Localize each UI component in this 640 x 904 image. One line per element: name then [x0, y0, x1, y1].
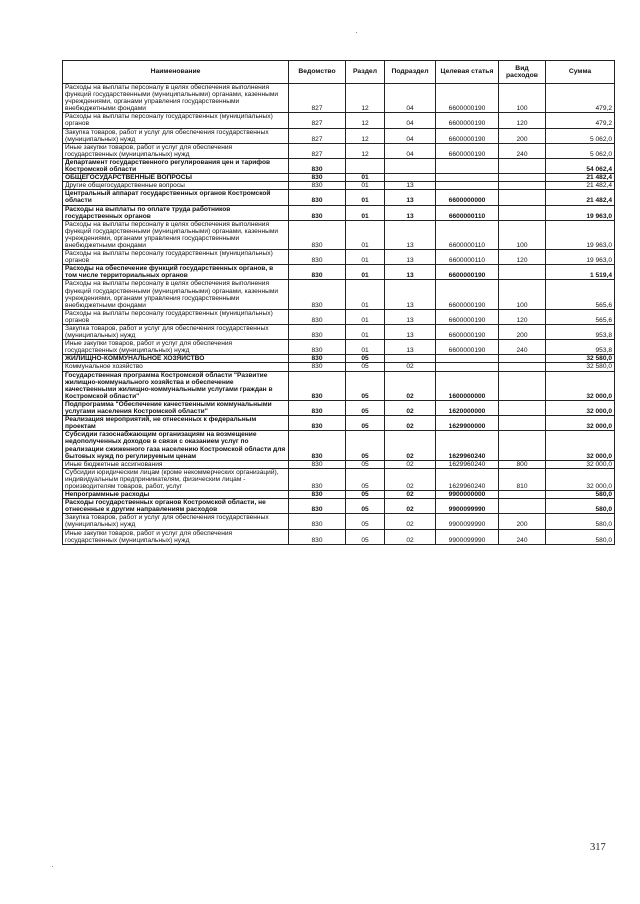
cell-razdel: 05	[346, 355, 385, 363]
cell-vid-rashodov: 810	[499, 468, 546, 490]
cell-summa: 32 000,0	[546, 416, 615, 431]
table-row	[63, 190, 615, 205]
table-row	[63, 340, 615, 355]
table-row	[63, 529, 615, 544]
cell-vedomstvo: 830	[289, 468, 346, 490]
cell-summa: 32 580,0	[546, 363, 615, 371]
cell-podrazdel: 02	[385, 363, 436, 371]
cell-name: Подпрограмма "Обеспечение качественными коммунальными услугами населения Костромской области"	[63, 400, 289, 415]
cell-name: Расходы на обеспечение функций государственных органов, в том числе территориальных органов	[63, 265, 289, 280]
cell-podrazdel: 13	[385, 205, 436, 220]
cell-vid-rashodov: 100	[499, 280, 546, 309]
table-row	[63, 371, 615, 400]
header-vedomstvo: Ведомство	[289, 61, 346, 84]
cell-name: Субсидии юридическим лицам (кроме некоммерческих организаций), индивидуальным предпринимателям, физическим лицам - производителям товаров, работ, услуг	[63, 468, 289, 490]
cell-celevaya-statya: 1629900000	[436, 416, 499, 431]
cell-podrazdel: 04	[385, 143, 436, 158]
cell-podrazdel: 13	[385, 250, 436, 265]
cell-name: Непрограммные расходы	[63, 491, 289, 499]
cell-podrazdel: 02	[385, 529, 436, 544]
cell-vedomstvo: 830	[289, 431, 346, 460]
cell-podrazdel: 02	[385, 431, 436, 460]
cell-name: Расходы на выплаты персоналу государственных (муниципальных) органов	[63, 309, 289, 324]
table-body	[63, 84, 615, 545]
cell-summa: 953,8	[546, 340, 615, 355]
cell-summa: 565,6	[546, 309, 615, 324]
cell-vid-rashodov	[499, 363, 546, 371]
scan-speck	[52, 866, 53, 867]
cell-podrazdel: 02	[385, 499, 436, 514]
header-celevaya-statya: Целевая статья	[436, 61, 499, 84]
table-row	[63, 113, 615, 128]
cell-celevaya-statya: 6600000190	[436, 325, 499, 340]
cell-vedomstvo: 830	[289, 190, 346, 205]
table-row	[63, 174, 615, 182]
cell-summa: 21 482,4	[546, 174, 615, 182]
cell-summa: 1 519,4	[546, 265, 615, 280]
cell-vedomstvo: 830	[289, 340, 346, 355]
cell-razdel: 12	[346, 128, 385, 143]
cell-vid-rashodov: 200	[499, 514, 546, 529]
cell-podrazdel: 04	[385, 84, 436, 113]
cell-vedomstvo: 830	[289, 499, 346, 514]
cell-name: Коммунальное хозяйство	[63, 363, 289, 371]
cell-summa: 32 000,0	[546, 400, 615, 415]
cell-summa: 19 963,0	[546, 205, 615, 220]
cell-podrazdel: 13	[385, 340, 436, 355]
cell-celevaya-statya: 9900000000	[436, 491, 499, 499]
cell-name: Другие общегосударственные вопросы	[63, 182, 289, 190]
cell-summa: 580,0	[546, 491, 615, 499]
cell-vedomstvo: 830	[289, 529, 346, 544]
cell-podrazdel: 02	[385, 491, 436, 499]
cell-name: Расходы на выплаты персоналу в целях обеспечения выполнения функций государственными (муниципальными) органами, казенными учреждениями, органами управления государственными внебюджетными фондами	[63, 280, 289, 309]
cell-celevaya-statya: 6600000190	[436, 265, 499, 280]
cell-vid-rashodov: 120	[499, 113, 546, 128]
table-row	[63, 499, 615, 514]
cell-celevaya-statya: 9900099990	[436, 499, 499, 514]
cell-celevaya-statya: 1629960240	[436, 431, 499, 460]
cell-summa: 580,0	[546, 514, 615, 529]
cell-vedomstvo: 830	[289, 250, 346, 265]
cell-celevaya-statya: 9900099990	[436, 514, 499, 529]
cell-razdel: 01	[346, 309, 385, 324]
cell-vid-rashodov: 800	[499, 460, 546, 468]
cell-summa: 32 000,0	[546, 431, 615, 460]
cell-razdel: 05	[346, 416, 385, 431]
table-row	[63, 84, 615, 113]
cell-name: Департамент государственного регулирования цен и тарифов Костромской области	[63, 158, 289, 173]
cell-podrazdel: 13	[385, 220, 436, 249]
cell-vid-rashodov: 120	[499, 309, 546, 324]
table-row	[63, 468, 615, 490]
table-row	[63, 355, 615, 363]
budget-table	[62, 60, 615, 545]
cell-razdel: 05	[346, 468, 385, 490]
table-row	[63, 250, 615, 265]
cell-vedomstvo: 830	[289, 280, 346, 309]
cell-name: Иные закупки товаров, работ и услуг для обеспечения государственных (муниципальных) нужд	[63, 143, 289, 158]
cell-summa: 21 482,4	[546, 190, 615, 205]
cell-celevaya-statya: 6600000190	[436, 143, 499, 158]
cell-name: Государственная программа Костромской области "Развитие жилищно-коммунального хозяйства и обеспечение качественными жилищно-коммунальными услугами граждан в Костромской области"	[63, 371, 289, 400]
cell-podrazdel	[385, 174, 436, 182]
cell-razdel: 01	[346, 190, 385, 205]
cell-celevaya-statya	[436, 174, 499, 182]
table-row	[63, 325, 615, 340]
cell-name: Иные бюджетные ассигнования	[63, 460, 289, 468]
cell-vid-rashodov: 240	[499, 340, 546, 355]
cell-podrazdel: 02	[385, 468, 436, 490]
cell-vedomstvo: 830	[289, 355, 346, 363]
cell-vid-rashodov	[499, 491, 546, 499]
cell-podrazdel	[385, 355, 436, 363]
cell-name: Расходы на выплаты по оплате труда работников государственных органов	[63, 205, 289, 220]
cell-vedomstvo: 830	[289, 309, 346, 324]
header-razdel: Раздел	[346, 61, 385, 84]
cell-celevaya-statya: 6600000110	[436, 250, 499, 265]
table-row	[63, 491, 615, 499]
cell-vid-rashodov	[499, 431, 546, 460]
cell-vedomstvo: 830	[289, 460, 346, 468]
header-name: Наименование	[63, 61, 289, 84]
header-summa: Сумма	[546, 61, 615, 84]
cell-vid-rashodov	[499, 205, 546, 220]
cell-summa: 565,6	[546, 280, 615, 309]
cell-razdel: 01	[346, 205, 385, 220]
cell-celevaya-statya: 6600000190	[436, 128, 499, 143]
cell-name: Реализация мероприятий, не отнесенных к федеральным проектам	[63, 416, 289, 431]
cell-podrazdel: 13	[385, 280, 436, 309]
cell-summa: 54 062,4	[546, 158, 615, 173]
cell-podrazdel: 02	[385, 460, 436, 468]
header-podrazdel: Подраздел	[385, 61, 436, 84]
cell-vedomstvo: 827	[289, 84, 346, 113]
cell-summa: 32 000,0	[546, 460, 615, 468]
cell-podrazdel: 02	[385, 371, 436, 400]
cell-podrazdel: 02	[385, 400, 436, 415]
table-row	[63, 514, 615, 529]
cell-celevaya-statya: 6600000190	[436, 280, 499, 309]
table-row	[63, 143, 615, 158]
table-row	[63, 205, 615, 220]
cell-summa: 5 062,0	[546, 128, 615, 143]
cell-vid-rashodov	[499, 182, 546, 190]
cell-podrazdel: 13	[385, 182, 436, 190]
cell-razdel: 05	[346, 363, 385, 371]
cell-vid-rashodov	[499, 265, 546, 280]
table-row	[63, 431, 615, 460]
cell-summa: 5 062,0	[546, 143, 615, 158]
cell-razdel: 12	[346, 84, 385, 113]
cell-name: Закупка товаров, работ и услуг для обеспечения государственных (муниципальных) нужд	[63, 325, 289, 340]
cell-vedomstvo: 830	[289, 325, 346, 340]
cell-vid-rashodov	[499, 174, 546, 182]
cell-podrazdel: 02	[385, 514, 436, 529]
cell-vid-rashodov: 100	[499, 84, 546, 113]
cell-podrazdel: 04	[385, 113, 436, 128]
cell-summa: 19 963,0	[546, 220, 615, 249]
cell-summa: 580,0	[546, 499, 615, 514]
table-row	[63, 182, 615, 190]
cell-podrazdel: 04	[385, 128, 436, 143]
cell-razdel: 01	[346, 280, 385, 309]
cell-podrazdel: 13	[385, 325, 436, 340]
cell-podrazdel	[385, 158, 436, 173]
cell-summa: 19 963,0	[546, 250, 615, 265]
cell-razdel: 01	[346, 182, 385, 190]
cell-vid-rashodov	[499, 371, 546, 400]
cell-vedomstvo: 830	[289, 205, 346, 220]
table-row	[63, 363, 615, 371]
cell-vedomstvo: 830	[289, 265, 346, 280]
header-vid-rashodov: Вид расходов	[499, 61, 546, 84]
cell-razdel: 01	[346, 250, 385, 265]
cell-vedomstvo: 830	[289, 491, 346, 499]
cell-celevaya-statya: 6600000190	[436, 340, 499, 355]
table-row	[63, 416, 615, 431]
cell-name: Закупка товаров, работ и услуг для обеспечения государственных (муниципальных) нужд	[63, 514, 289, 529]
table-row	[63, 280, 615, 309]
cell-name: Расходы на выплаты персоналу в целях обеспечения выполнения функций государственными (муниципальными) органами, казенными учреждениями, органами управления государственными внебюджетными фондами	[63, 84, 289, 113]
cell-name: ЖИЛИЩНО-КОММУНАЛЬНОЕ ХОЗЯЙСТВО	[63, 355, 289, 363]
cell-vid-rashodov	[499, 158, 546, 173]
cell-razdel: 05	[346, 499, 385, 514]
cell-vid-rashodov	[499, 416, 546, 431]
cell-razdel: 12	[346, 113, 385, 128]
cell-vedomstvo: 830	[289, 514, 346, 529]
cell-celevaya-statya: 9900099990	[436, 529, 499, 544]
cell-razdel: 05	[346, 491, 385, 499]
cell-vedomstvo: 830	[289, 174, 346, 182]
cell-razdel: 01	[346, 265, 385, 280]
cell-celevaya-statya: 6600000190	[436, 309, 499, 324]
cell-vid-rashodov: 200	[499, 128, 546, 143]
cell-celevaya-statya: 1629960240	[436, 460, 499, 468]
cell-podrazdel: 13	[385, 309, 436, 324]
cell-name: Иные закупки товаров, работ и услуг для обеспечения государственных (муниципальных) нужд	[63, 529, 289, 544]
cell-celevaya-statya: 6600000190	[436, 84, 499, 113]
cell-celevaya-statya: 1629960240	[436, 468, 499, 490]
cell-vedomstvo: 830	[289, 220, 346, 249]
cell-name: Расходы на выплаты персоналу в целях обеспечения выполнения функций государственными (муниципальными) органами, казенными учреждениями, органами управления государственными внебюджетными фондами	[63, 220, 289, 249]
cell-celevaya-statya	[436, 182, 499, 190]
cell-vedomstvo: 830	[289, 182, 346, 190]
cell-razdel	[346, 158, 385, 173]
cell-razdel: 12	[346, 143, 385, 158]
cell-vedomstvo: 827	[289, 143, 346, 158]
cell-razdel: 05	[346, 400, 385, 415]
cell-vid-rashodov: 120	[499, 250, 546, 265]
table-row	[63, 400, 615, 415]
cell-vid-rashodov: 240	[499, 143, 546, 158]
cell-summa: 580,0	[546, 529, 615, 544]
cell-celevaya-statya: 6600000110	[436, 220, 499, 249]
cell-celevaya-statya: 6600000110	[436, 205, 499, 220]
cell-celevaya-statya: 6600000190	[436, 113, 499, 128]
cell-vedomstvo: 830	[289, 416, 346, 431]
cell-vedomstvo: 830	[289, 158, 346, 173]
cell-name: Центральный аппарат государственных органов Костромской области	[63, 190, 289, 205]
cell-vedomstvo: 830	[289, 371, 346, 400]
cell-vedomstvo: 830	[289, 363, 346, 371]
cell-podrazdel: 13	[385, 265, 436, 280]
cell-razdel: 05	[346, 514, 385, 529]
cell-vedomstvo: 830	[289, 400, 346, 415]
cell-name: Субсидии газоснабжающим организациям на возмещение недополученных доходов в связи с оказанием услуг по реализации сжиженного газа населению Костромской области для бытовых нужд по регулируемым ценам	[63, 431, 289, 460]
cell-name: Расходы государственных органов Костромской области, не отнесенные к другим направлениям расходов	[63, 499, 289, 514]
scan-speck	[356, 32, 357, 33]
cell-celevaya-statya: 1600000000	[436, 371, 499, 400]
cell-vid-rashodov	[499, 355, 546, 363]
cell-vid-rashodov	[499, 190, 546, 205]
cell-summa: 479,2	[546, 84, 615, 113]
cell-name: Закупка товаров, работ и услуг для обеспечения государственных (муниципальных) нужд	[63, 128, 289, 143]
cell-razdel: 01	[346, 220, 385, 249]
cell-razdel: 01	[346, 325, 385, 340]
cell-celevaya-statya	[436, 355, 499, 363]
cell-vedomstvo: 827	[289, 113, 346, 128]
cell-razdel: 01	[346, 340, 385, 355]
cell-summa: 953,8	[546, 325, 615, 340]
cell-summa: 21 482,4	[546, 182, 615, 190]
table-row	[63, 158, 615, 173]
cell-vid-rashodov	[499, 499, 546, 514]
cell-razdel: 01	[346, 174, 385, 182]
cell-vedomstvo: 827	[289, 128, 346, 143]
cell-podrazdel: 02	[385, 416, 436, 431]
cell-vid-rashodov: 240	[499, 529, 546, 544]
cell-summa: 32 000,0	[546, 468, 615, 490]
table-row	[63, 128, 615, 143]
cell-razdel: 05	[346, 460, 385, 468]
cell-summa: 479,2	[546, 113, 615, 128]
cell-summa: 32 580,0	[546, 355, 615, 363]
table-row	[63, 265, 615, 280]
table-header	[63, 61, 615, 84]
cell-vid-rashodov: 200	[499, 325, 546, 340]
cell-celevaya-statya	[436, 363, 499, 371]
cell-celevaya-statya: 6600000000	[436, 190, 499, 205]
cell-name: ОБЩЕГОСУДАРСТВЕННЫЕ ВОПРОСЫ	[63, 174, 289, 182]
page-number: 317	[590, 842, 606, 853]
cell-razdel: 05	[346, 431, 385, 460]
table-row	[63, 309, 615, 324]
cell-celevaya-statya	[436, 158, 499, 173]
cell-name: Расходы на выплаты персоналу государственных (муниципальных) органов	[63, 113, 289, 128]
cell-summa: 32 000,0	[546, 371, 615, 400]
cell-vid-rashodov	[499, 400, 546, 415]
cell-razdel: 05	[346, 371, 385, 400]
cell-vid-rashodov: 100	[499, 220, 546, 249]
cell-name: Расходы на выплаты персоналу государственных (муниципальных) органов	[63, 250, 289, 265]
cell-name: Иные закупки товаров, работ и услуг для обеспечения государственных (муниципальных) нужд	[63, 340, 289, 355]
cell-celevaya-statya: 1620000000	[436, 400, 499, 415]
table-row	[63, 460, 615, 468]
cell-podrazdel: 13	[385, 190, 436, 205]
cell-razdel: 05	[346, 529, 385, 544]
table-row	[63, 220, 615, 249]
